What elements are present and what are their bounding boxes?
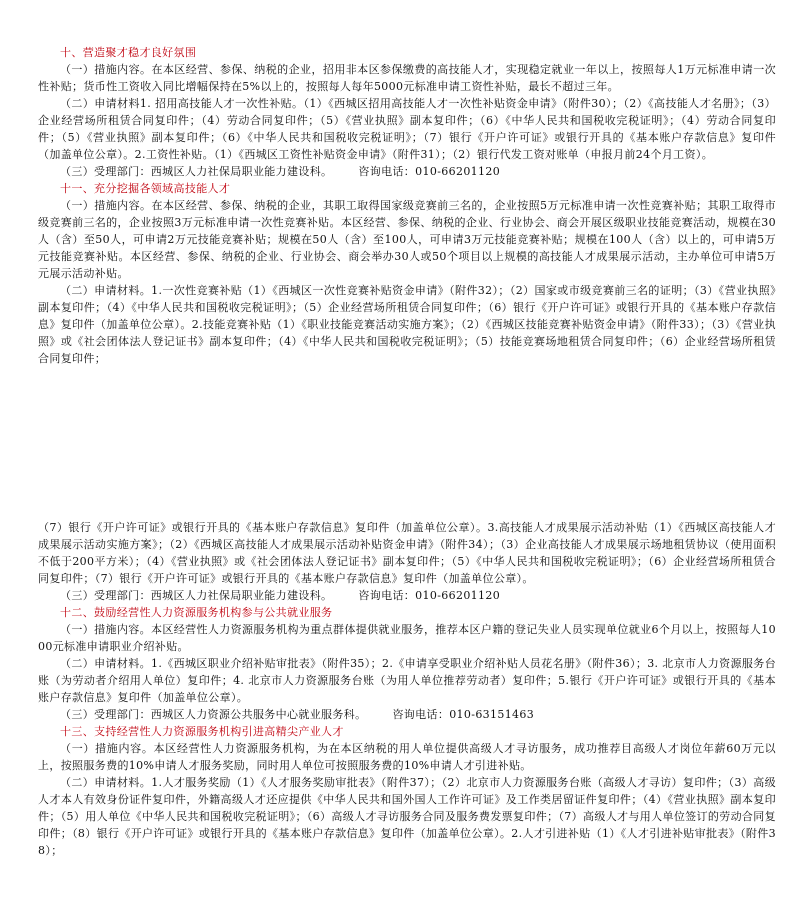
paragraph-10-materials: （二）申请材料1. 招用高技能人才一次性补贴。（1）《西城区招用高技能人才一次性补贴资金申请》（附件30）；（2）《高技能人才名册》；（3）企业经营场所租赁合同复印件；（4）劳动合同复印件；（5）《营业执照》副本复印件；（6）《中华人民共和国税收完税证明》；（4）劳动合同复印件；（5）《营业执照》副本复印件；（6）《中华人民共和国税收完税证明》；（7）银行《开户许可证》或银行开具的《基本账户存款信息》复印件（加盖单位公章）。2.工资性补贴。（1）《西城区工资性补贴资金申请》（附件31）；（2）银行代发工资对账单（申报月前24个月工资）。 [38, 97, 776, 161]
paragraph-13-measures: （一）措施内容。本区经营性人力资源服务机构，为在本区纳税的用人单位提供高级人才寻访服务，成功推荐目高级人才岗位年薪60万元以上，按照服务费的10%申请人才服务奖励，同时用人单位可按照服务费的10%申请人才引进补贴。 [38, 742, 776, 772]
paragraph-12-measures: （一）措施内容。本区经营性人力资源服务机构为重点群体提供就业服务，推荐本区户籍的登记失业人员实现单位就业6个月以上，按照每人1000元标准申请职业介绍补贴。 [38, 623, 776, 653]
section-heading-12: 十二、鼓励经营性人力资源服务机构参与公共就业服务 [60, 606, 333, 619]
paragraph-12-department [38, 706, 776, 723]
department-text: （三）受理部门：西城区人力社保局职业能力建设科。 [60, 165, 333, 178]
paragraph-11-materials: （二）申请材料。1.一次性竞赛补贴（1）《西城区一次性竞赛补贴资金申请》（附件32）；（2）国家或市级竞赛前三名的证明；（3）《营业执照》副本复印件；（4）《中华人民共和国税收完税证明》；（5）企业经营场所租赁合同复印件；（6）银行《开户许可证》或银行开具的《基本账户存款信息》复印件（加盖单位公章）。2.技能竞赛补贴（1）《职业技能竞赛活动实施方案》；（2）《西城区技能竞赛补贴资金申请》（附件33）；（3）《营业执照》或《社会团体法人登记证书》副本复印件；（4）《中华人民共和国税收完税证明》；（5）技能竞赛场地租赁合同复印件；（6）企业经营场所租赁合同复印件； [38, 284, 776, 365]
text-block-upper [38, 44, 776, 367]
paragraph-10-department [38, 163, 776, 180]
phone-number: 咨询电话：010-66201120 [358, 589, 501, 602]
phone-number: 咨询电话：010-63151463 [392, 708, 535, 721]
paragraph-13-materials: （二）申请材料。1.人才服务奖励（1）《人才服务奖励审批表》（附件37）；（2）北京市人力资源服务台账（高级人才寻访）复印件；（3）高级人才本人有效身份证件复印件，外籍高级人才还应提供《中华人民共和国外国人工作许可证》及工作类居留证件复印件；（4）《营业执照》副本复印件；（5）用人单位《中华人民共和国税收完税证明》；（6）高级人才寻访服务合同及服务费发票复印件；（7）高级人才与用人单位签订的劳动合同复印件；（8）银行《开户许可证》或银行开具的《基本账户存款信息》复印件（加盖单位公章）。2.人才引进补贴（1）《人才引进补贴审批表》（附件38）； [38, 776, 776, 857]
department-text: （三）受理部门：西城区人力资源公共服务中心就业服务科。 [60, 708, 367, 721]
section-heading-10: 十、营造聚才稳才良好氛围 [60, 46, 197, 59]
paragraph-12-materials: （二）申请材料。1.《西城区职业介绍补贴审批表》（附件35）；2.《申请享受职业介绍补贴人员花名册》（附件36）；3. 北京市人力资源服务台账（为劳动者介绍用人单位）复印件；4. 北京市人力资源服务台账（为用人单位推荐劳动者）复印件；5.银行《开户许可证》或银行开具的《基本账户存款信息》复印件（加盖单位公章）。 [38, 657, 776, 704]
paragraph-11-department [38, 587, 776, 604]
department-text: （三）受理部门：西城区人力社保局职业能力建设科。 [60, 589, 333, 602]
paragraph-10-measures: （一）措施内容。在本区经营、参保、纳税的企业，招用非本区参保缴费的高技能人才，实现稳定就业一年以上，按照每人1万元标准申请一次性补贴；货币性工资收入同比增幅保持在5%以上的，按照每人每年5000元标准申请工资性补贴，最长不超过三年。 [38, 63, 776, 93]
phone-number: 咨询电话：010-66201120 [358, 165, 501, 178]
section-heading-11: 十一、充分挖掘各领域高技能人才 [60, 182, 231, 195]
paragraph-11-measures: （一）措施内容。在本区经营、参保、纳税的企业，其职工取得国家级竞赛前三名的，企业按照5万元标准申请一次性竞赛补贴；其职工取得市级竞赛前三名的，企业按照3万元标准申请一次性竞赛补贴。本区经营、参保、纳税的企业、行业协会、商会开展区级职业技能竞赛活动，规模在30人（含）至50人，可申请2万元技能竞赛补贴；规模在50人（含）至100人，可申请3万元技能竞赛补贴；规模在100人（含）以上的，可申请5万元技能竞赛补贴。本区经营、参保、纳税的企业、行业协会、商会举办30人或50个项目以上规模的高技能人才成果展示活动，主办单位可申请5万元展示活动补贴。 [38, 199, 776, 280]
section-heading-13: 十三、支持经营性人力资源服务机构引进高精尖产业人才 [60, 725, 344, 738]
paragraph-11-materials-continued: （7）银行《开户许可证》或银行开具的《基本账户存款信息》复印件（加盖单位公章）。3.高技能人才成果展示活动补贴（1）《西城区高技能人才成果展示活动实施方案》；（2）《西城区高技能人才成果展示活动补贴资金申请》（附件34）；（3）企业高技能人才成果展示场地租赁协议（使用面积不低于200平方米）；（4）《营业执照》或《社会团体法人登记证书》副本复印件；（5）《中华人民共和国税收完税证明》；（6）企业经营场所租赁合同复印件；（7）银行《开户许可证》或银行开具的《基本账户存款信息》复印件（加盖单位公章）。 [38, 521, 776, 585]
text-block-lower [38, 519, 776, 859]
